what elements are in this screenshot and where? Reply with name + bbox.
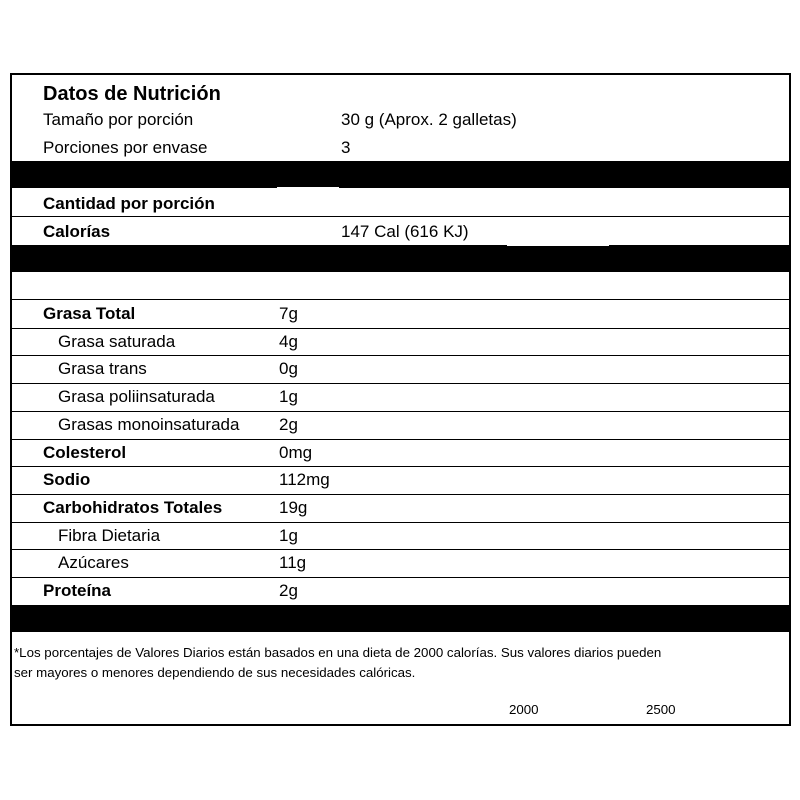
nutrient-value: 1g xyxy=(279,525,298,545)
nutrient-name: Grasa Total xyxy=(43,304,136,323)
nutrition-facts-label xyxy=(10,73,791,726)
row-divider xyxy=(12,328,789,329)
row-divider xyxy=(12,411,789,412)
row-divider xyxy=(12,355,789,356)
row-divider xyxy=(12,549,789,550)
nutrient-name: Azúcares xyxy=(58,553,129,573)
nutrient-name: Grasas monoinsaturada xyxy=(58,414,240,434)
footnote-line-1: *Los porcentajes de Valores Diarios están basados en una dieta de 2000 calorías. Sus valores diarios pueden xyxy=(14,645,662,660)
nutrient-value: 2g xyxy=(279,581,298,600)
serving-size-label: Tamaño por porción xyxy=(43,110,194,129)
row-divider xyxy=(12,466,789,467)
calories-label: Calorías xyxy=(43,222,111,241)
label-title: Datos de Nutrición xyxy=(43,83,221,105)
divider-gap xyxy=(507,245,609,246)
divider-gap xyxy=(277,187,339,188)
nutrient-name: Fibra Dietaria xyxy=(58,525,161,545)
amount-per-serving-label: Cantidad por porción xyxy=(43,194,215,213)
calories-value: 147 Cal (616 KJ) xyxy=(341,222,469,241)
nutrient-value: 1g xyxy=(279,387,298,407)
nutrient-value: 112mg xyxy=(279,470,330,490)
nutrient-name: Grasa trans xyxy=(58,359,147,379)
nutrient-value: 11g xyxy=(279,553,307,573)
row-divider xyxy=(12,494,789,495)
nutrient-value: 4g xyxy=(279,331,298,351)
servings-per-container-value: 3 xyxy=(341,138,351,157)
serving-size-value: 30 g (Aprox. 2 galletas) xyxy=(341,110,517,129)
nutrient-value: 0g xyxy=(279,359,298,379)
nutrient-name: Carbohidratos Totales xyxy=(43,497,223,517)
row-divider xyxy=(12,216,789,217)
nutrient-name: Sodio xyxy=(43,470,91,490)
nutrient-name: Colesterol xyxy=(43,442,127,462)
row-divider xyxy=(12,299,789,300)
footnote-line-2: ser mayores o menores dependiendo de sus necesidades calóricas. xyxy=(14,665,416,680)
nutrient-name: Grasa saturada xyxy=(58,331,176,351)
nutrient-value: 0mg xyxy=(279,442,313,462)
nutrient-value: 19g xyxy=(279,497,308,517)
nutrient-name: Grasa poliinsaturada xyxy=(58,387,215,407)
daily-value-2500: 2500 xyxy=(646,702,676,717)
daily-value-2000: 2000 xyxy=(509,702,539,717)
nutrient-value: 2g xyxy=(279,414,298,434)
row-divider xyxy=(12,577,789,578)
thick-divider xyxy=(12,161,789,188)
row-divider xyxy=(12,439,789,440)
thick-divider xyxy=(12,245,789,272)
row-divider xyxy=(12,383,789,384)
nutrient-name: Proteína xyxy=(43,581,112,600)
row-divider xyxy=(12,522,789,523)
servings-per-container-label: Porciones por envase xyxy=(43,138,208,157)
thick-divider xyxy=(12,605,789,632)
nutrient-value: 7g xyxy=(279,304,298,323)
